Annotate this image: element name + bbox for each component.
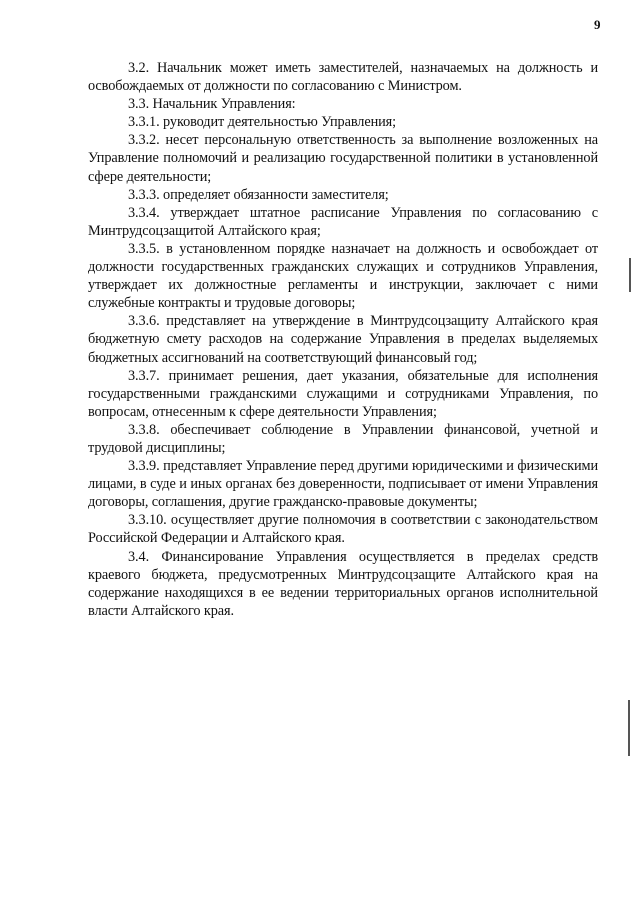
paragraph-3-3-1: 3.3.1. руководит деятельностью Управления; (128, 114, 397, 131)
paragraph-3-3: 3.3. Начальник Управления: (128, 96, 296, 113)
paragraph-3-3-2: 3.3.2. несет персональную ответственность за выполнение возложенных на Управление полномочий и реализацию государственной политики в установленной сфере деятельности; (88, 132, 598, 185)
scan-edge-mark (628, 700, 630, 756)
paragraph-3-3-6: 3.3.6. представляет на утверждение в Минтрудсоцзащиту Алтайского края бюджетную смету расходов на содержание Управления в пределах выделяемых бюджетных ассигнований на соответствующий финансовый год; (88, 313, 598, 366)
paragraph-3-3-5: 3.3.5. в установленном порядке назначает на должность и освобождает от должности государственных гражданских служащих и сотрудников Управления, утверждает их должностные регламенты и инструкции, заключает с ними служебные контракты и трудовые договоры; (88, 240, 598, 312)
paragraph-3-4: 3.4. Финансирование Управления осуществляется в пределах средств краевого бюджета, предусмотренных Минтрудсоцзащите Алтайского края на содержание находящихся в ее ведении территориальных органов исполнительной власти Алтайского края. (88, 548, 598, 619)
paragraph-3-3-3: 3.3.3. определяет обязанности заместителя; (128, 186, 389, 203)
paragraph-3-2: 3.2. Начальник может иметь заместителей, назначаемых на должность и освобождаемых от должности по согласованию с Министром. (88, 60, 598, 95)
paragraph-3-3-4: 3.3.4. утверждает штатное расписание Управления по согласованию с Минтрудсоцзащитой Алтайского края; (88, 204, 598, 239)
page-number: 9 (594, 17, 601, 32)
paragraph-3-3-7: 3.3.7. принимает решения, дает указания, обязательные для исполнения государственными гражданскими служащими и сотрудниками Управления, по вопросам, отнесенным к сфере деятельности Управления; (88, 367, 598, 420)
document-body (88, 59, 598, 620)
paragraph-3-3-10: 3.3.10. осуществляет другие полномочия в соответствии с законодательством Российской Федерации и Алтайского края. (88, 512, 598, 547)
paragraph-3-3-9: 3.3.9. представляет Управление перед другими юридическими и физическими лицами, в суде и иных органах без доверенности, подписывает от имени Управления договоры, соглашения, другие гражданско-правовые документы; (88, 458, 598, 511)
scan-edge-mark (629, 258, 631, 292)
paragraph-3-3-8: 3.3.8. обеспечивает соблюдение в Управлении финансовой, учетной и трудовой дисциплины; (88, 421, 598, 456)
